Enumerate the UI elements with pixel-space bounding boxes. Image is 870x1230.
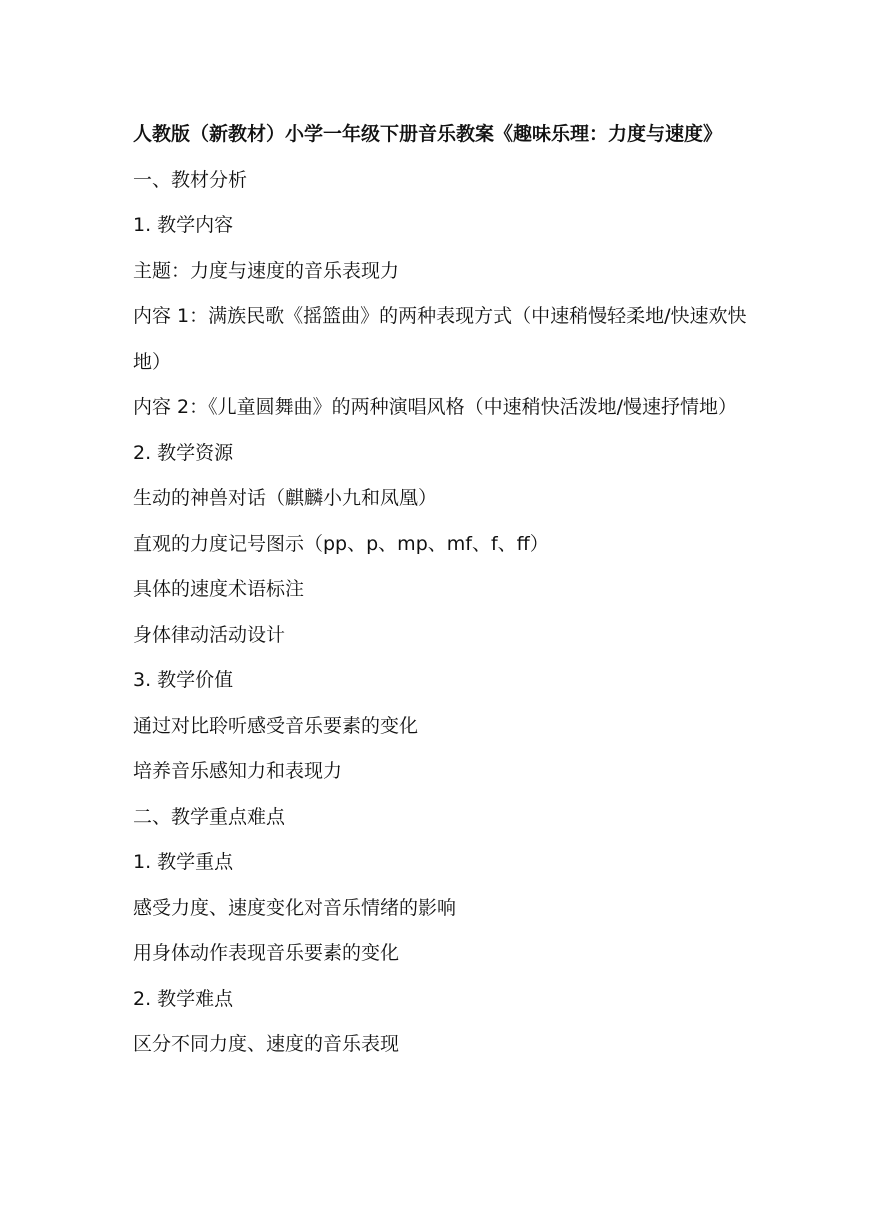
paragraph-key-point-1: 感受力度、速度变化对音乐情绪的影响 (133, 896, 457, 919)
paragraph-resource-dynamics: 直观的力度记号图示（pp、p、mp、mf、f、ff） (133, 532, 549, 555)
paragraph-resource-dialogue: 生动的神兽对话（麒麟小九和凤凰） (133, 487, 438, 509)
paragraph-content-2: 内容 2：《儿童圆舞曲》的两种演唱风格（中速稍快活泼地/慢速抒情地） (133, 396, 738, 418)
document-body (133, 112, 753, 1068)
paragraph-difficult-point-1: 区分不同力度、速度的音乐表现 (133, 1033, 400, 1055)
subheading-key-points: 1. 教学重点 (133, 851, 234, 873)
document-title: 人教版（新教材）小学一年级下册音乐教案《趣味乐理：力度与速度》 (133, 123, 723, 145)
subheading-teaching-resources: 2. 教学资源 (133, 441, 234, 464)
subheading-teaching-value: 3. 教学价值 (133, 669, 234, 691)
paragraph-resource-tempo: 具体的速度术语标注 (133, 578, 305, 600)
section-heading-key-difficult-points: 二、教学重点难点 (133, 805, 286, 828)
paragraph-value-listening: 通过对比聆听感受音乐要素的变化 (133, 714, 419, 737)
paragraph-value-perception: 培养音乐感知力和表现力 (133, 760, 343, 782)
paragraph-resource-movement: 身体律动活动设计 (133, 623, 286, 646)
subheading-difficult-points: 2. 教学难点 (133, 987, 234, 1010)
paragraph-theme: 主题：力度与速度的音乐表现力 (133, 259, 400, 282)
subheading-teaching-content: 1. 教学内容 (133, 214, 234, 236)
paragraph-content-1: 内容 1：满族民歌《摇篮曲》的两种表现方式（中速稍慢轻柔地/快速欢快地） (133, 305, 747, 373)
section-heading-analysis: 一、教材分析 (133, 168, 248, 191)
paragraph-key-point-2: 用身体动作表现音乐要素的变化 (133, 942, 400, 964)
